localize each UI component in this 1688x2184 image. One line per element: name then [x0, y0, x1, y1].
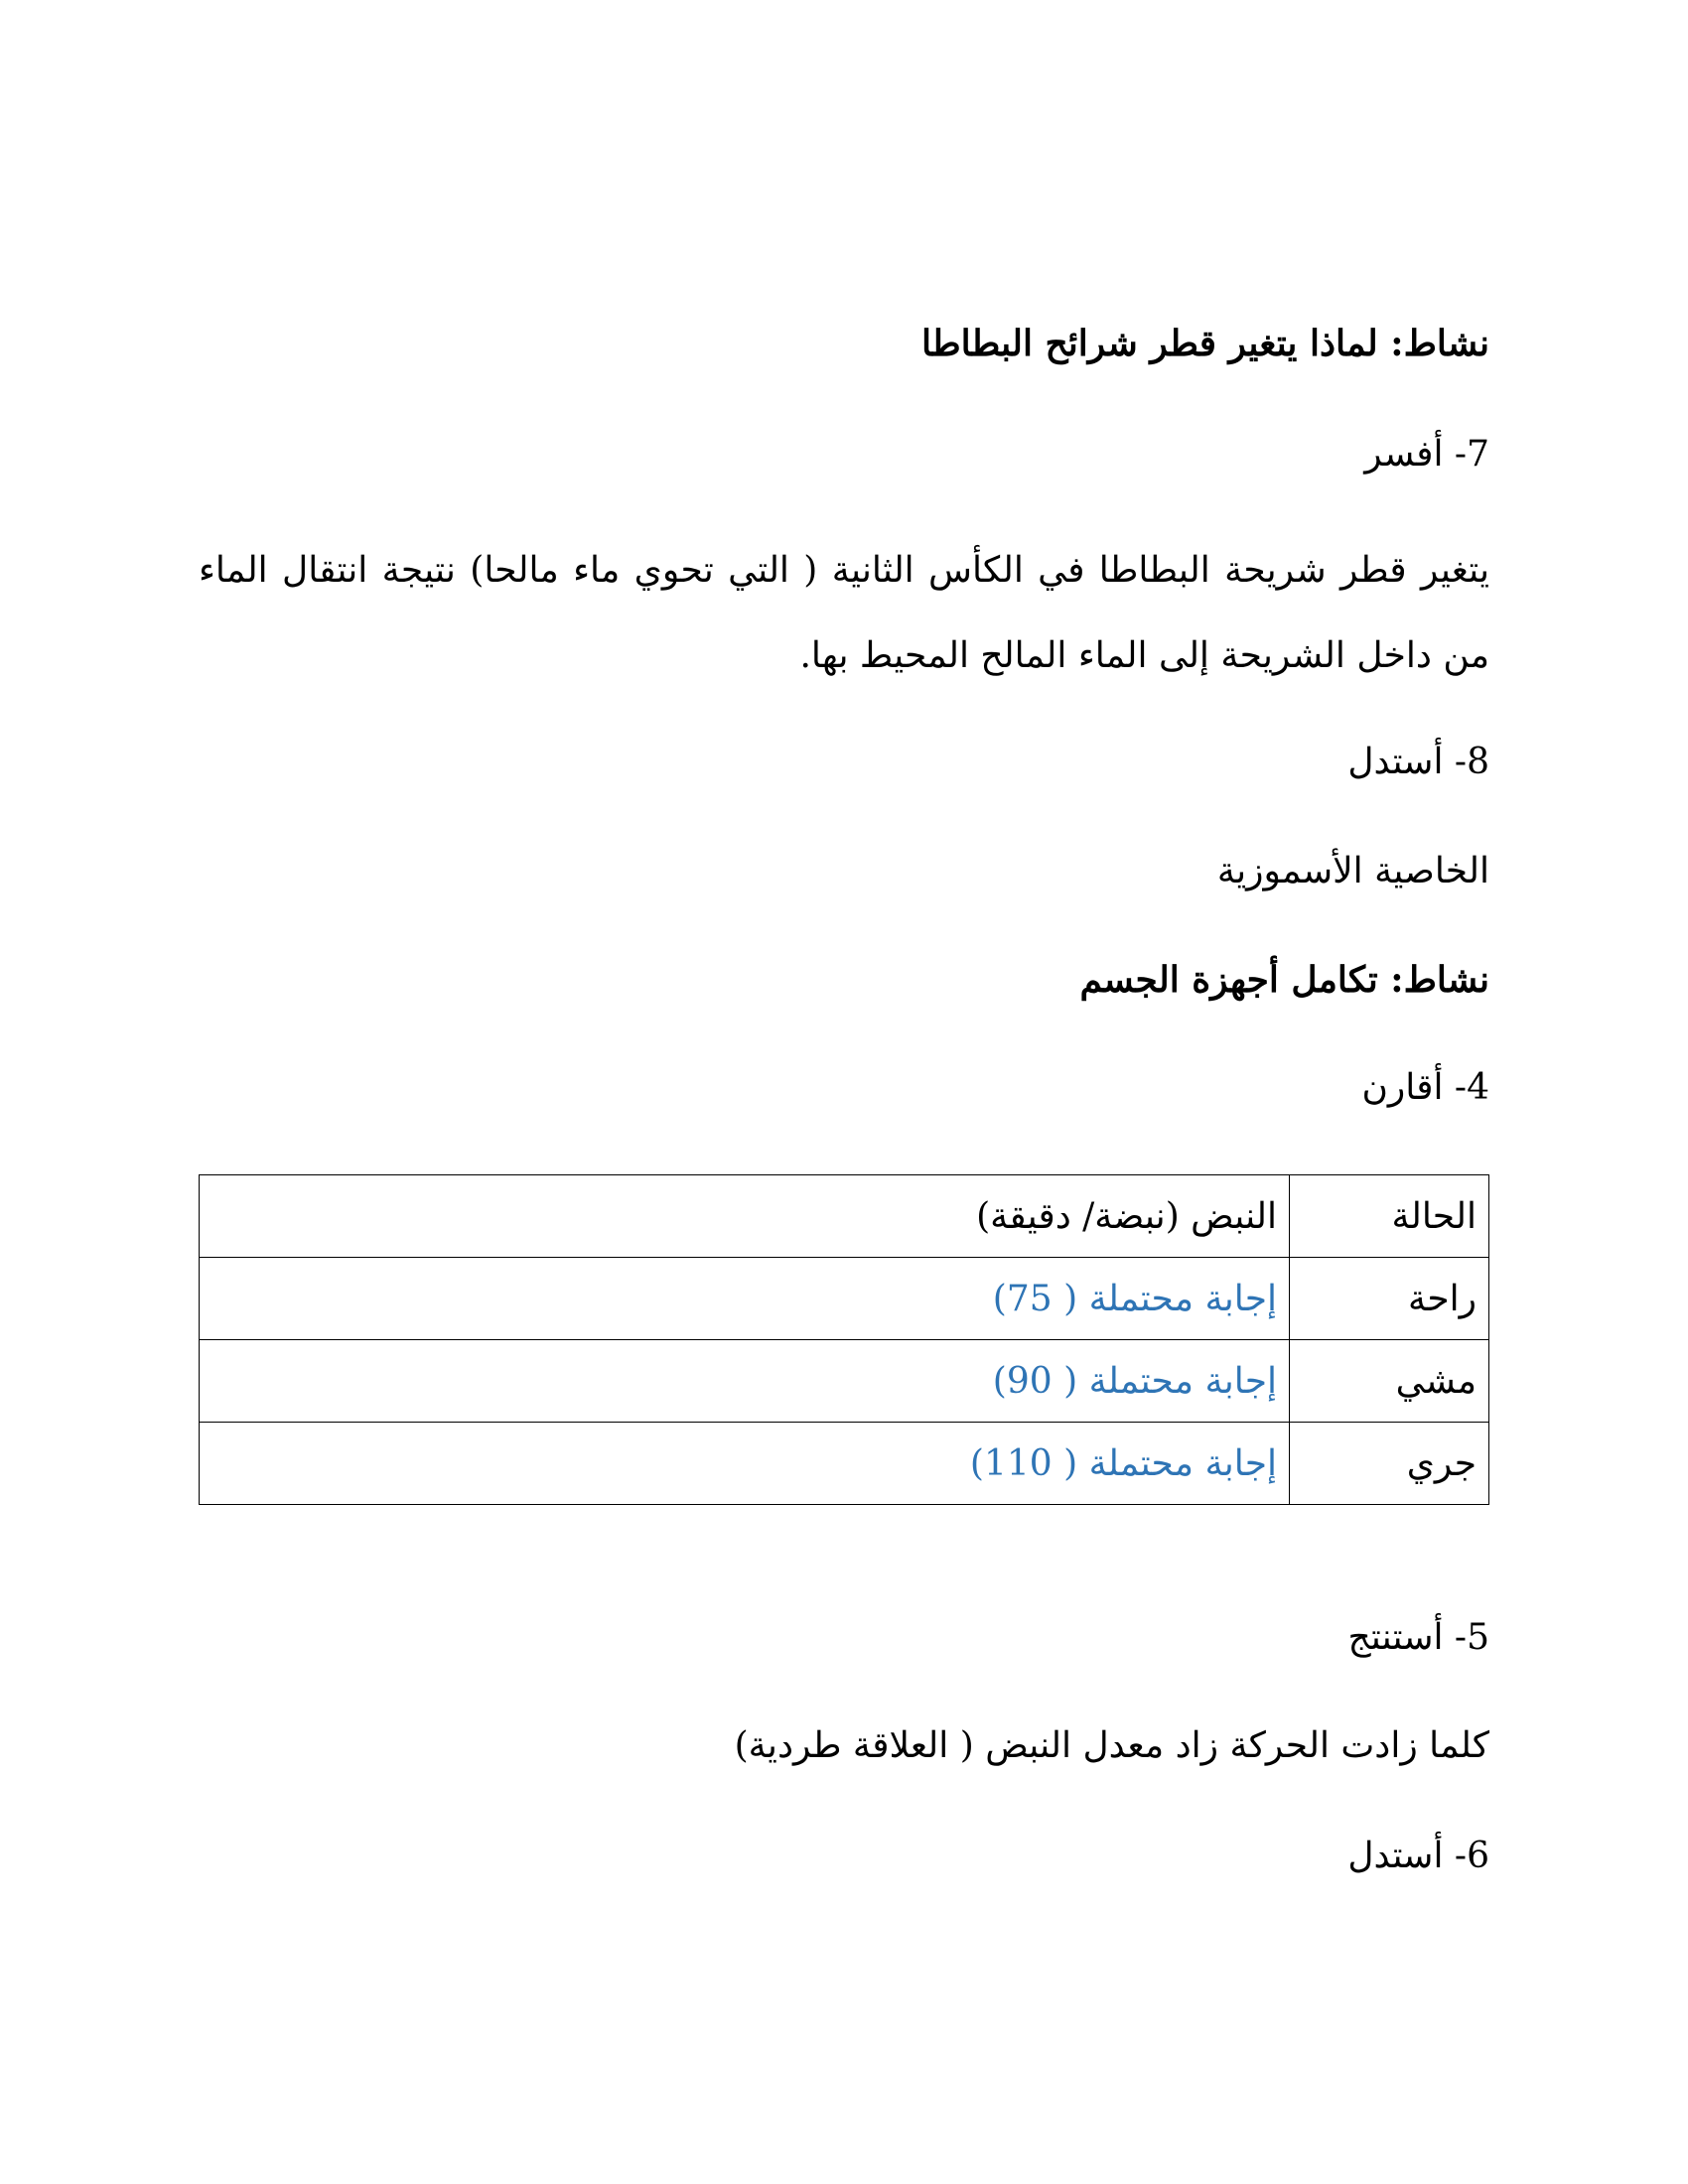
question-4-label: 4- أقارن — [1361, 1067, 1489, 1108]
question-6-label: 6- أستدل — [1347, 1836, 1489, 1876]
table-header-row — [200, 1175, 1489, 1258]
question-7-answer: يتغير قطر شريحة البطاطا في الكأس الثانية ( التي تحوي ماء مالحا) نتيجة انتقال الماء من داخل الشريحة إلى الماء المالح المحيط بها. — [199, 550, 1489, 676]
question-7-label: 7- أفسر — [1364, 434, 1489, 475]
question-5-label: 5- أستنتج — [1347, 1617, 1489, 1658]
question-8-answer: الخاصية الأسموزية — [1216, 851, 1489, 891]
pulse-cell: إجابة محتملة ( 110) — [200, 1423, 1290, 1505]
state-cell: راحة — [1290, 1258, 1489, 1340]
header-state: الحالة — [1290, 1175, 1489, 1258]
state-cell: جري — [1290, 1423, 1489, 1505]
table-row — [200, 1340, 1489, 1423]
question-8-label: 8- أستدل — [1347, 742, 1489, 782]
pulse-cell: إجابة محتملة ( 75) — [200, 1258, 1290, 1340]
question-5-answer: كلما زادت الحركة زاد معدل النبض ( العلاقة طردية) — [734, 1725, 1489, 1766]
header-pulse: النبض (نبضة/ دقيقة) — [200, 1175, 1290, 1258]
activity-heading-body-systems: نشاط: تكامل أجهزة الجسم — [1079, 959, 1489, 1001]
pulse-table — [199, 1174, 1489, 1505]
state-cell: مشي — [1290, 1340, 1489, 1423]
table-row — [200, 1258, 1489, 1340]
document-page — [199, 0, 1489, 2184]
activity-heading-potato: نشاط: لماذا يتغير قطر شرائح البطاطا — [921, 323, 1489, 364]
pulse-cell: إجابة محتملة ( 90) — [200, 1340, 1290, 1423]
table-row — [200, 1423, 1489, 1505]
